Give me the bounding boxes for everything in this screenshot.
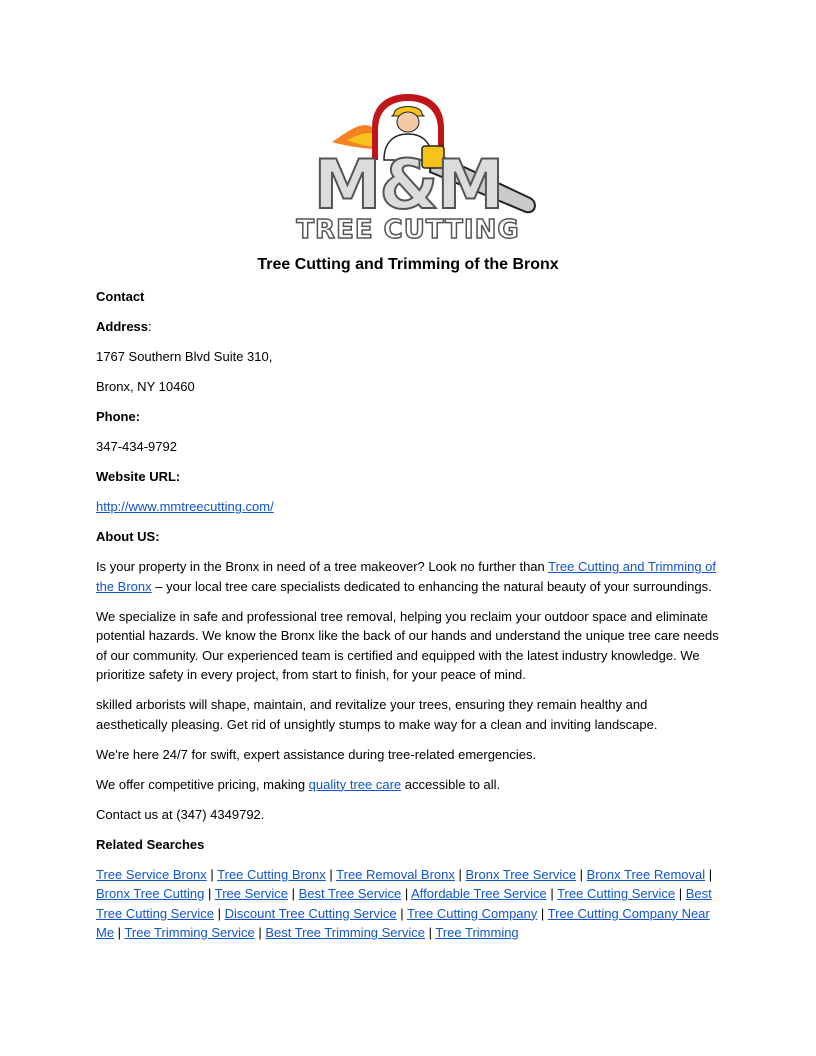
address-line-1: 1767 Southern Blvd Suite 310, bbox=[96, 349, 273, 364]
business-name-link[interactable]: Tree Cutting and Trimming of the Bronx bbox=[96, 559, 717, 594]
address-line-2: Bronx, NY 10460 bbox=[96, 379, 195, 394]
about-paragraph-5 bbox=[96, 775, 720, 795]
related-search-link[interactable]: Bronx Tree Removal bbox=[586, 866, 706, 882]
website-line bbox=[96, 497, 720, 517]
link-separator: | bbox=[114, 925, 125, 940]
about-p1-text-before: Is your property in the Bronx in need of a tree makeover? Look no further than bbox=[96, 559, 549, 574]
company-logo bbox=[262, 90, 554, 242]
related-search-link[interactable]: Best Tree Service bbox=[298, 886, 402, 901]
link-separator: | bbox=[287, 886, 299, 901]
phone-label: Phone: bbox=[96, 409, 141, 424]
contact-heading: Contact bbox=[96, 289, 145, 304]
about-paragraph-6: Contact us at (347) 4349792. bbox=[96, 806, 265, 822]
related-searches-list bbox=[96, 865, 720, 943]
about-paragraph-4: We're here 24/7 for swift, expert assistance during tree-related emergencies. bbox=[96, 746, 537, 762]
link-separator: | bbox=[675, 886, 686, 901]
related-search-link[interactable]: Tree Trimming Service bbox=[124, 925, 255, 940]
link-separator: | bbox=[454, 866, 466, 882]
link-separator: | bbox=[705, 866, 713, 882]
related-search-link[interactable]: Tree Trimming bbox=[435, 925, 519, 940]
about-p5-text-before: We offer competitive pricing, making bbox=[96, 776, 309, 792]
phone-number: 347-434-9792 bbox=[96, 439, 177, 454]
related-search-link[interactable]: Bronx Tree Service bbox=[465, 866, 577, 882]
about-p5-text-after: accessible to all. bbox=[401, 776, 501, 792]
website-link[interactable]: http://www.mmtreecutting.com/ bbox=[96, 499, 274, 514]
about-p1-text-after: – your local tree care specialists dedicated to enhancing the natural beauty of your surroundings. bbox=[151, 578, 712, 594]
related-search-link[interactable]: Best Tree Trimming Service bbox=[265, 925, 425, 940]
about-heading: About US: bbox=[96, 529, 160, 544]
link-separator: | bbox=[206, 866, 218, 882]
link-separator: | bbox=[254, 925, 266, 940]
about-paragraph-3: skilled arborists will shape, maintain, and revitalize your trees, ensuring they remain healthy and aesthetically pleasing. Get rid of unsightly stumps to make way for a clean and inviting landscape. bbox=[96, 697, 658, 732]
about-paragraph-2: We specialize in safe and professional tree removal, helping you reclaim your outdoor space and eliminate potential hazards. We know the Bronx like the back of our hands and understand the unique tree care needs of our community. Our experienced team is certified and equipped with the latest industry knowledge. We prioritize safety in every project, from start to finish, for your peace of mind. bbox=[96, 608, 719, 682]
logo-big-text: M&M bbox=[313, 146, 503, 225]
about-paragraph-1 bbox=[96, 557, 720, 596]
link-separator: | bbox=[396, 905, 407, 921]
related-search-link[interactable]: Bronx Tree Cutting bbox=[96, 886, 205, 901]
related-search-link[interactable]: Tree Removal Bronx bbox=[336, 866, 455, 882]
related-search-link[interactable]: Affordable Tree Service bbox=[411, 886, 547, 901]
related-search-link[interactable]: Discount Tree Cutting Service bbox=[224, 905, 397, 921]
related-search-link[interactable]: Tree Cutting Bronx bbox=[217, 866, 326, 882]
link-separator: | bbox=[546, 886, 558, 901]
worker-head bbox=[397, 112, 419, 132]
link-separator: | bbox=[576, 866, 587, 882]
link-separator: | bbox=[214, 905, 225, 921]
document-body bbox=[96, 287, 720, 953]
link-separator: | bbox=[204, 886, 215, 901]
related-searches-heading: Related Searches bbox=[96, 836, 205, 852]
related-search-link[interactable]: Tree Service Bronx bbox=[96, 866, 207, 882]
link-separator: | bbox=[325, 866, 337, 882]
related-search-link[interactable]: Tree Cutting Company Near Me bbox=[96, 905, 710, 940]
link-separator: | bbox=[424, 925, 436, 940]
link-separator: | bbox=[401, 886, 412, 901]
link-separator: | bbox=[537, 905, 548, 921]
address-label-line bbox=[96, 317, 720, 337]
related-search-link[interactable]: Tree Cutting Company bbox=[406, 905, 538, 921]
related-search-link[interactable]: Tree Cutting Service bbox=[557, 886, 676, 901]
address-colon: : bbox=[148, 319, 152, 334]
document-title: Tree Cutting and Trimming of the Bronx bbox=[257, 256, 559, 273]
website-label: Website URL: bbox=[96, 469, 181, 484]
related-search-link[interactable]: Best Tree Cutting Service bbox=[96, 886, 712, 921]
address-label: Address bbox=[96, 319, 149, 334]
quality-tree-care-link[interactable]: quality tree care bbox=[308, 776, 402, 792]
logo-sub-text: TREE CUTTING bbox=[296, 215, 520, 242]
related-search-link[interactable]: Tree Service bbox=[214, 886, 288, 901]
